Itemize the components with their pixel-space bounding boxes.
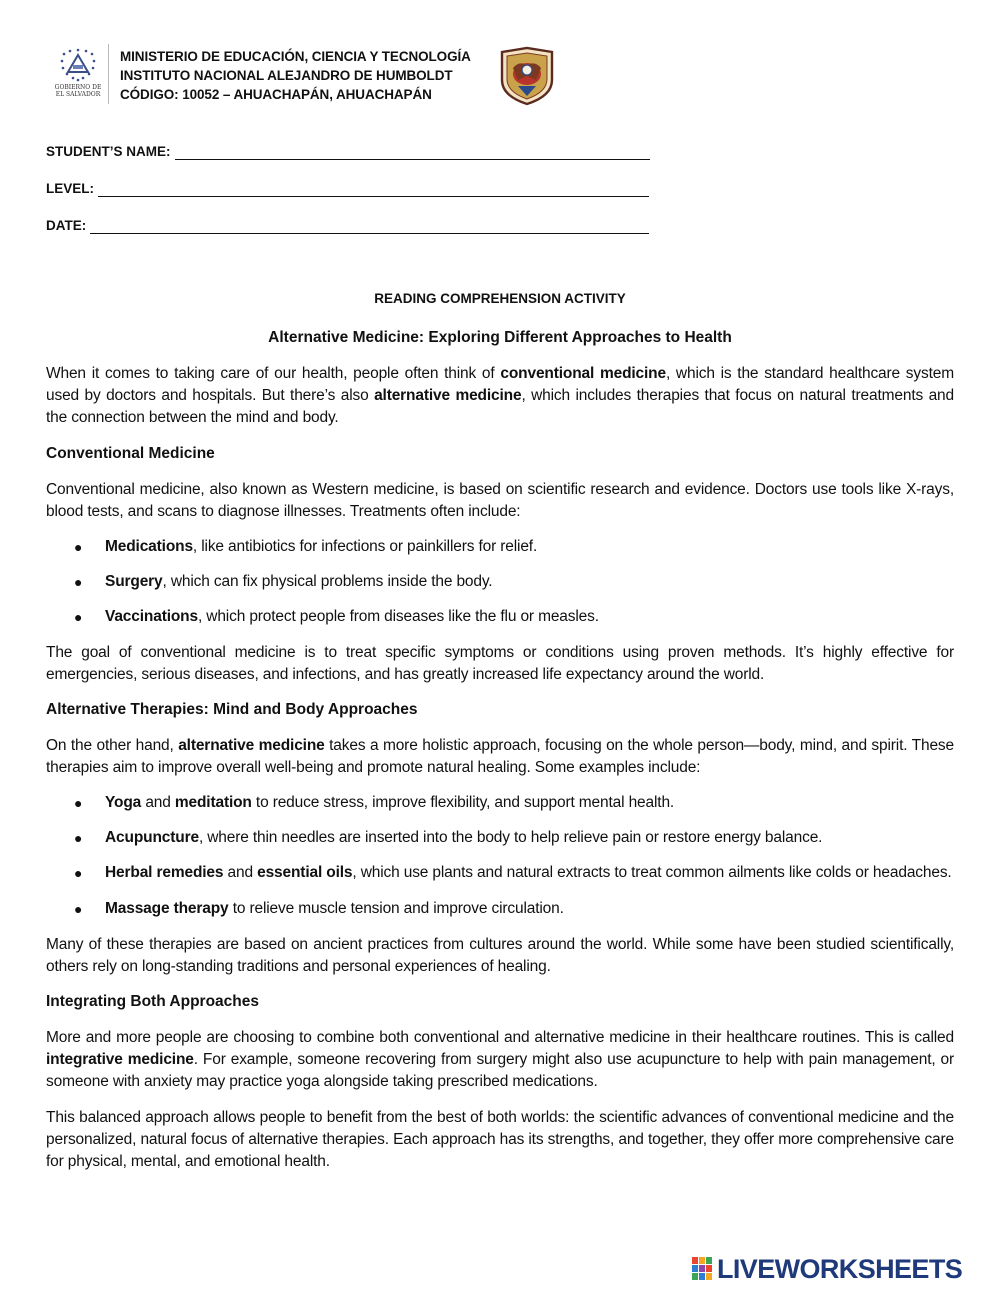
intro-text-1: When it comes to taking care of our health, people often think of — [46, 365, 501, 382]
alternative-closing-paragraph: Many of these therapies are based on ancient practices from cultures around the world. While some have been studied scientifically, others rely on long-standing traditions and personal experiences of healing. — [46, 936, 954, 975]
date-label: DATE: — [46, 218, 87, 233]
bullet-bold: Massage therapy — [105, 900, 229, 917]
bullet-icon: ● — [74, 830, 83, 846]
bullet-bold: Yoga — [105, 794, 142, 811]
bullet-text: , like antibiotics for infections or painkillers for relief. — [192, 538, 538, 555]
integrating-bold-1: integrative medicine — [46, 1051, 194, 1068]
bullet-icon: ● — [74, 901, 83, 917]
alt-text-2: takes a more holistic approach, focusing on the whole person—body, mind, and spirit. These therapies aim to improve overall well-being and promote natural healing. Some examples include: — [46, 737, 954, 776]
government-logo — [50, 44, 106, 104]
bullet-text: , which protect people from diseases like the flu or measles. — [197, 608, 599, 625]
intro-paragraph — [46, 363, 954, 429]
government-seal-icon — [58, 48, 98, 82]
liveworksheets-brand[interactable] — [692, 1254, 992, 1284]
bullet-bold: meditation — [174, 794, 252, 811]
integrating-text-1: More and more people are choosing to combine both conventional and alternative medicine in their healthcare routines. This is called — [46, 1029, 954, 1046]
alternative-paragraph — [46, 735, 954, 779]
bullet-text: to relieve muscle tension and improve circulation. — [228, 900, 564, 917]
bullet-text: , which can fix physical problems inside the body. — [162, 573, 493, 590]
integrating-text-2: . For example, someone recovering from surgery might also use acupuncture to help with pain management, or someone with anxiety may practice yoga alongside taking prescribed medications. — [46, 1051, 954, 1090]
level-input-line[interactable] — [98, 180, 649, 197]
school-code: CÓDIGO: 10052 – AHUACHAPÁN, AHUACHAPÁN — [120, 87, 432, 102]
student-name-field — [46, 140, 650, 160]
conventional-paragraph: Conventional medicine, also known as Western medicine, is based on scientific research and evidence. Doctors use tools like X-rays, blood tests, and scans to diagnose illnesses. Treatments often include: — [46, 481, 954, 520]
liveworksheets-logo-icon — [692, 1257, 714, 1281]
bullet-text: , which use plants and natural extracts to treat common ailments like colds or headaches. — [352, 864, 952, 881]
bullet-icon: ● — [74, 609, 83, 625]
activity-title: READING COMPREHENSION ACTIVITY — [374, 291, 626, 306]
conventional-heading: Conventional Medicine — [46, 445, 215, 462]
integrating-paragraph-1 — [46, 1027, 954, 1093]
bullet-bold: essential oils — [257, 864, 353, 881]
intro-bold-alternative: alternative medicine — [374, 387, 522, 404]
intro-text-3: , which includes therapies that focus on natural treatments and the connection between the mind and body. — [46, 387, 954, 426]
government-caption — [50, 84, 106, 98]
document-header — [50, 44, 610, 110]
bullet-bold: Herbal remedies — [105, 864, 224, 881]
date-input-line[interactable] — [90, 217, 649, 234]
bullet-text: to reduce stress, improve flexibility, and support mental health. — [251, 794, 675, 811]
header-divider — [108, 44, 109, 104]
institute-name: INSTITUTO NACIONAL ALEJANDRO DE HUMBOLDT — [120, 68, 453, 83]
bullet-icon: ● — [74, 539, 83, 555]
article-title: Alternative Medicine: Exploring Different Approaches to Health — [268, 329, 732, 346]
bullet-icon: ● — [74, 574, 83, 590]
level-field — [46, 177, 649, 197]
student-name-label: STUDENT’S NAME: — [46, 144, 171, 159]
bullet-bold: Surgery — [105, 573, 163, 590]
bullet-bold: Vaccinations — [105, 608, 198, 625]
conventional-goal-paragraph: The goal of conventional medicine is to treat specific symptoms or conditions using proven methods. It’s highly effective for emergencies, serious diseases, and infections, and has greatly increased life expectancy around the world. — [46, 644, 954, 683]
gov-caption-line-1: GOBIERNO DE — [54, 84, 102, 91]
intro-bold-conventional: conventional medicine — [500, 365, 666, 382]
integrating-heading: Integrating Both Approaches — [46, 993, 259, 1010]
bullet-icon: ● — [74, 865, 83, 881]
level-label: LEVEL: — [46, 181, 95, 196]
bullet-text: and — [141, 794, 175, 811]
alt-text-1: On the other hand, — [46, 737, 179, 754]
alternative-heading: Alternative Therapies: Mind and Body Approaches — [46, 701, 418, 718]
bullet-bold: Medications — [105, 538, 193, 555]
intro-text-2: , which is the standard healthcare system used by doctors and hospitals. But there’s also — [46, 365, 954, 404]
ministry-name: MINISTERIO DE EDUCACIÓN, CIENCIA Y TECNOLOGÍA — [120, 49, 471, 64]
date-field — [46, 214, 649, 234]
bullet-icon: ● — [74, 795, 83, 811]
school-crest-icon — [498, 46, 556, 106]
gov-caption-line-2: EL SALVADOR — [55, 91, 101, 98]
institution-info — [120, 47, 500, 104]
student-name-input-line[interactable] — [175, 143, 651, 160]
bullet-text: and — [223, 864, 258, 881]
bullet-bold: Acupuncture — [105, 829, 199, 846]
brand-name: LIVEWORKSHEETS — [717, 1254, 963, 1284]
alt-bold-1: alternative medicine — [178, 737, 325, 754]
integrating-paragraph-2: This balanced approach allows people to benefit from the best of both worlds: the scientific advances of conventional medicine and the personalized, natural focus of alternative therapies. Each approach has its strengths, and together, they offer more comprehensive care for physical, mental, and emotional health. — [46, 1109, 954, 1170]
bullet-text: , where thin needles are inserted into the body to help relieve pain or restore energy balance. — [198, 829, 823, 846]
